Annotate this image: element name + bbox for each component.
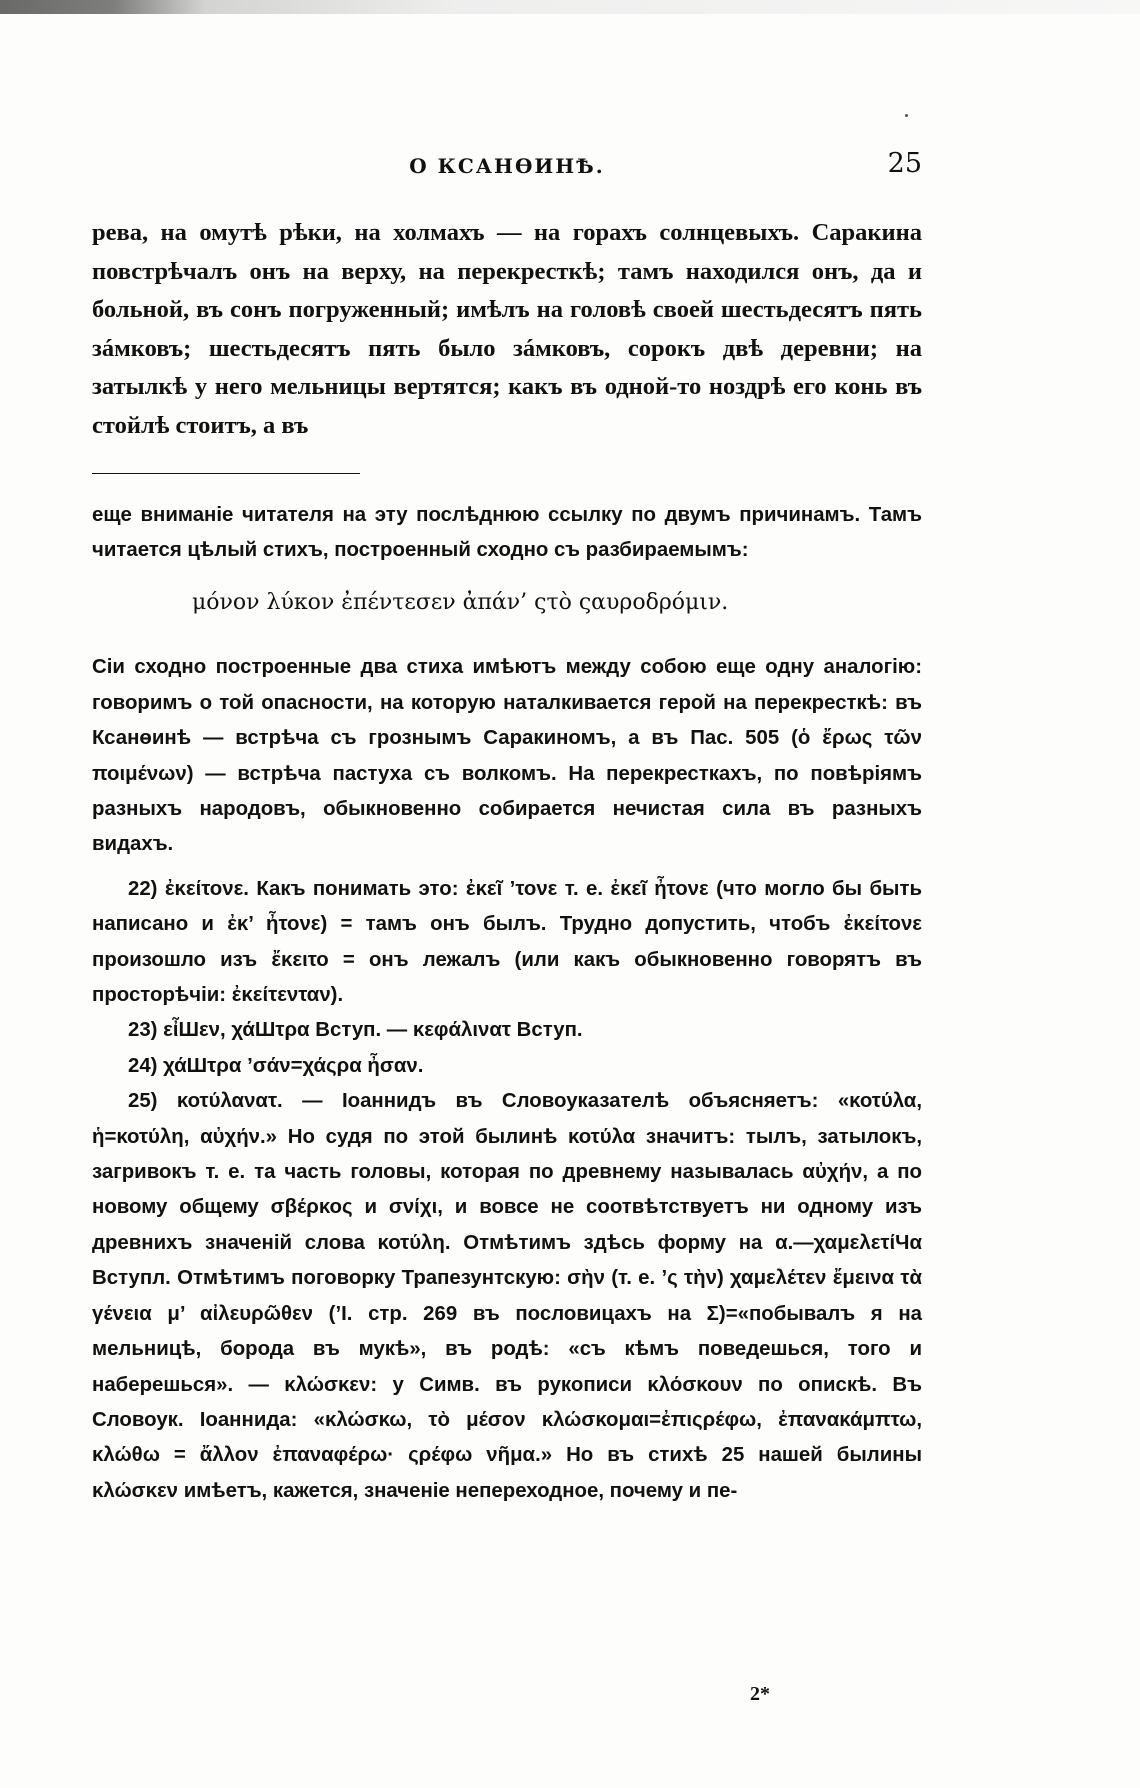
page-header <box>92 148 922 188</box>
note-23: 23) εἶШεν, χάШτρα Вступ. — κεφάλινατ Вступ. <box>128 1019 583 1042</box>
footnote-analogy-paragraph: Сіи сходно построенные два стиха имѣютъ между собою еще одну аналогію: говоримъ о той опасности, на которую наталкивается герой на перекресткѣ: въ Ксанөинѣ — встрѣча съ грознымъ Саракиномъ, а въ Пас. 505 (ὁ ἔρως τῶν ποιμένων) — встрѣча пастуха съ волкомъ. На перекресткахъ, по повѣріямъ разныхъ народовъ, обыкновенно собирается нечистая сила въ разныхъ видахъ. <box>92 656 922 856</box>
page-number: 25 <box>887 148 922 179</box>
note-25: 25) κοτύλανατ. — Іоаннидъ въ Словоуказателѣ объясняетъ: «κοτύλα, ἡ=κοτύλη, αὐχήν.» Но судя по этой былинѣ κοτύλα значитъ: тылъ, затылокъ, загривокъ т. е. та часть головы, которая по древнему называлась αὐχήν, а по новому общему σβέρκος и σνίχι, и вовсе не соотвѣтствуетъ ни одному изъ древнихъ значеній слова κοτύλη. Отмѣтимъ здѣсь форму на α.—χαμελετίЧα Вступл. Отмѣтимъ поговорку Трапезунтскую: σὴν (т. е. ’ς τὴν) χαμελέτεν ἔμεινα τὰ γένεια μ’ αἰλευρῶθεν (’I. стр. 269 въ пословицахъ на Σ)=«побывалъ я на мельницѣ, борода въ мукѣ», въ родѣ: «съ кѣмъ поведешься, того и наберешься». — κλώσκεν: у Симв. въ рукописи κλόσκουν по опискѣ. Въ Словоук. Іоаннида: «κλώσκω, τὸ μέσον κλώσκομαι=ἐπιςρέφω, ἐπανακάμπτω, κλώθω = ἄλλον ἐπαναφέρω· ςρέφω νῆμα.» Но въ стихѣ 25 нашей былины κλώσκεν имѣетъ, кажется, значеніе непереходное, почему и пе- <box>92 1090 922 1502</box>
scan-dark-edge <box>0 0 1140 14</box>
greek-verse: μόνον λύκον ἐπέντεσεν ἀπάν’ ςτὸ ςαυροδρόμιν. <box>192 590 729 616</box>
running-head: О КСАНӨИНѢ. <box>409 154 605 178</box>
main-text-paragraph: рева, на омутѣ рѣки, на холмахъ — на горахъ солнцевыхъ. Саракина повстрѣчалъ онъ на верху, на перекресткѣ; тамъ находился онъ, да и больной, въ сонъ погруженный; имѣлъ на головѣ своей шестьдесятъ пять зáмковъ; шестьдесятъ пять было зáмковъ, сорокъ двѣ деревни; на затылкѣ у него мельницы вертятся; какъ въ одной-то ноздрѣ его конь въ стойлѣ стоитъ, а въ <box>92 219 922 439</box>
footnote-intro: еще вниманіе читателя на эту послѣднюю ссылку по двумъ причинамъ. Тамъ читается цѣлый стихъ, построенный сходно съ разбираемымъ: <box>92 503 922 561</box>
page-content <box>92 214 922 1509</box>
note-22: 22) ἐκείτονε. Какъ понимать это: ἐκεῖ ’τονε т. е. ἐκεῖ ἦτονε (что могло бы быть написано и ἐκ’ ἦτονε) = тамъ онъ былъ. Трудно допустить, чтобъ ἐκείτονε произошло изъ ἔκειτο = онъ лежалъ (или какъ обыкновенно говорятъ въ просторѣчіи: ἐκείτενταν). <box>92 877 922 1007</box>
scan-speck <box>905 114 908 117</box>
printer-signature-mark: 2* <box>750 1683 770 1705</box>
note-24: 24) χάШτρα ’σάν=χάςρα ἦσαν. <box>128 1054 424 1077</box>
footnote-block <box>92 498 922 1510</box>
footnote-separator-rule <box>92 473 360 474</box>
